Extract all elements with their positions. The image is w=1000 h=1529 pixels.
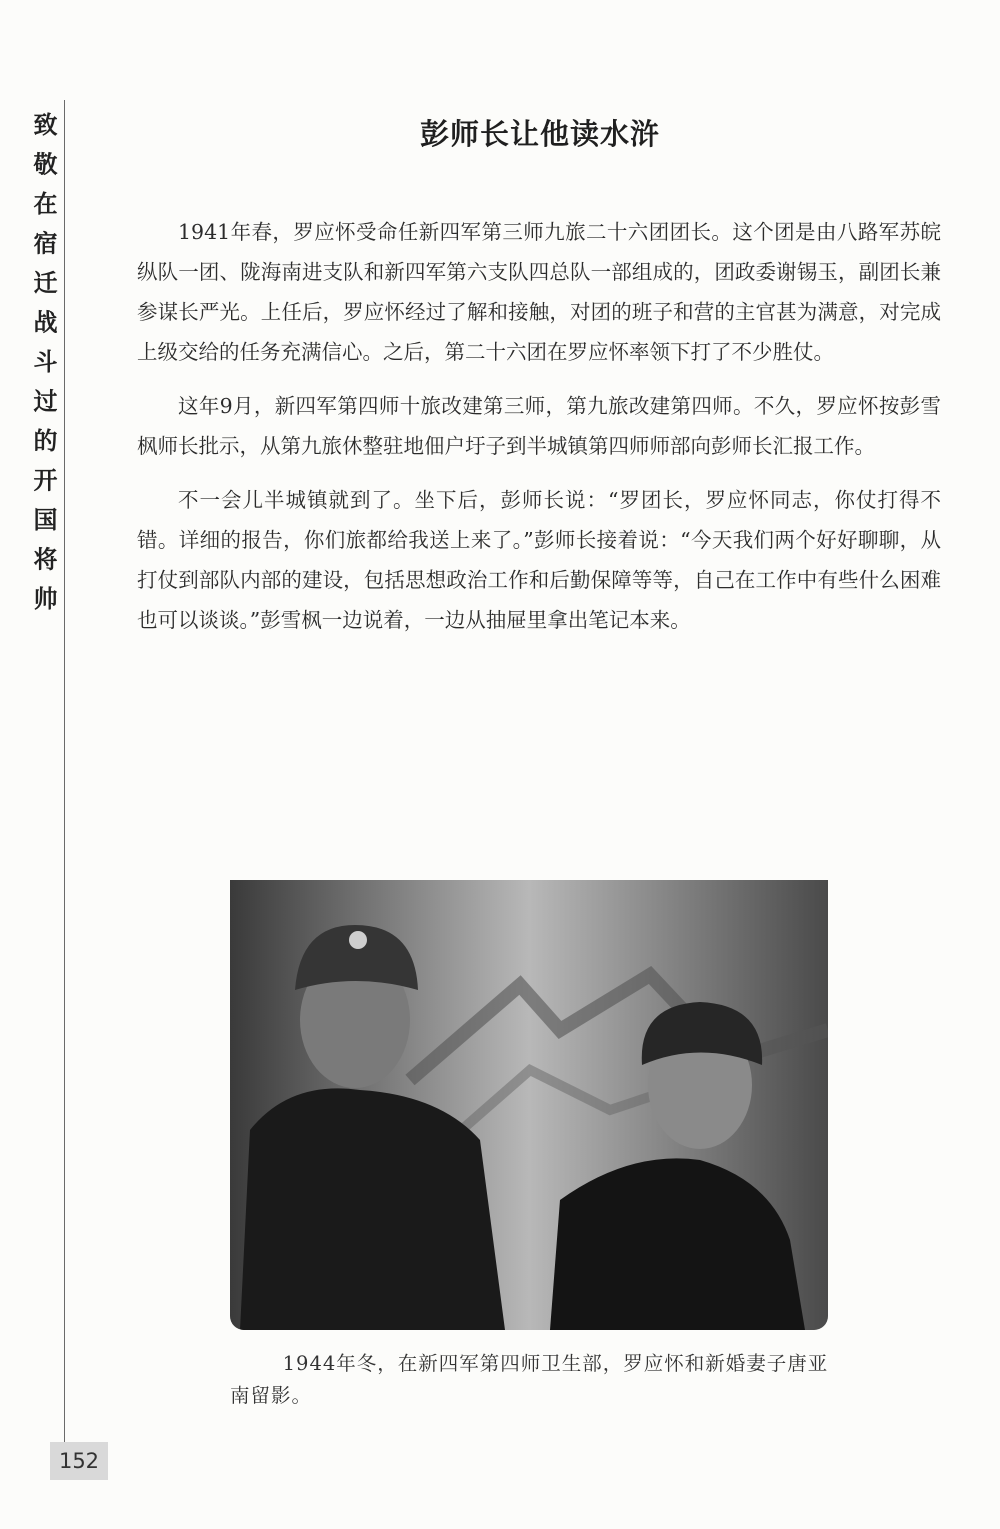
side-rule (64, 100, 65, 1445)
article-title: 彭师长让他读水浒 (419, 117, 660, 151)
photo-caption: 1944年冬，在新四军第四师卫生部，罗应怀和新婚妻子唐亚南留影。 (230, 1352, 829, 1407)
paragraph-3: 不一会儿半城镇就到了。坐下后，彭师长说：“罗团长，罗应怀同志，你仗打得不错。详细的报告，你们旅都给我送上来了。”彭师长接着说：“今天我们两个好好聊聊，从打仗到部队内部的建设，包括思想政治工作和后勤保障等等，自己在工作中有些什么困难也可以谈谈。”彭雪枫一边说着，一边从抽屉里拿出笔记本来。 (137, 488, 941, 632)
paragraph-2: 这年9月，新四军第四师十旅改建第三师，第九旅改建第四师。不久，罗应怀按彭雪枫师长批示，从第九旅休整驻地佃户圩子到半城镇第四师师部向彭师长汇报工作。 (137, 394, 941, 458)
page-number: 152 (50, 1442, 108, 1480)
paragraph-1: 1941年春，罗应怀受命任新四军第三师九旅二十六团团长。这个团是由八路军苏皖纵队一团、陇海南进支队和新四军第六支队四总队一部组成的，团政委谢锡玉，副团长兼参谋长严光。上任后，罗应怀经过了解和接触，对团的班子和营的主官甚为满意，对完成上级交给的任务充满信心。之后，第二十六团在罗应怀率领下打了不少胜仗。 (137, 220, 941, 364)
book-side-title: 致敬在宿迁战斗过的开国将帅 (29, 112, 57, 626)
article-body (137, 212, 941, 640)
photo-illustration (230, 880, 828, 1330)
historical-photo (230, 880, 828, 1330)
